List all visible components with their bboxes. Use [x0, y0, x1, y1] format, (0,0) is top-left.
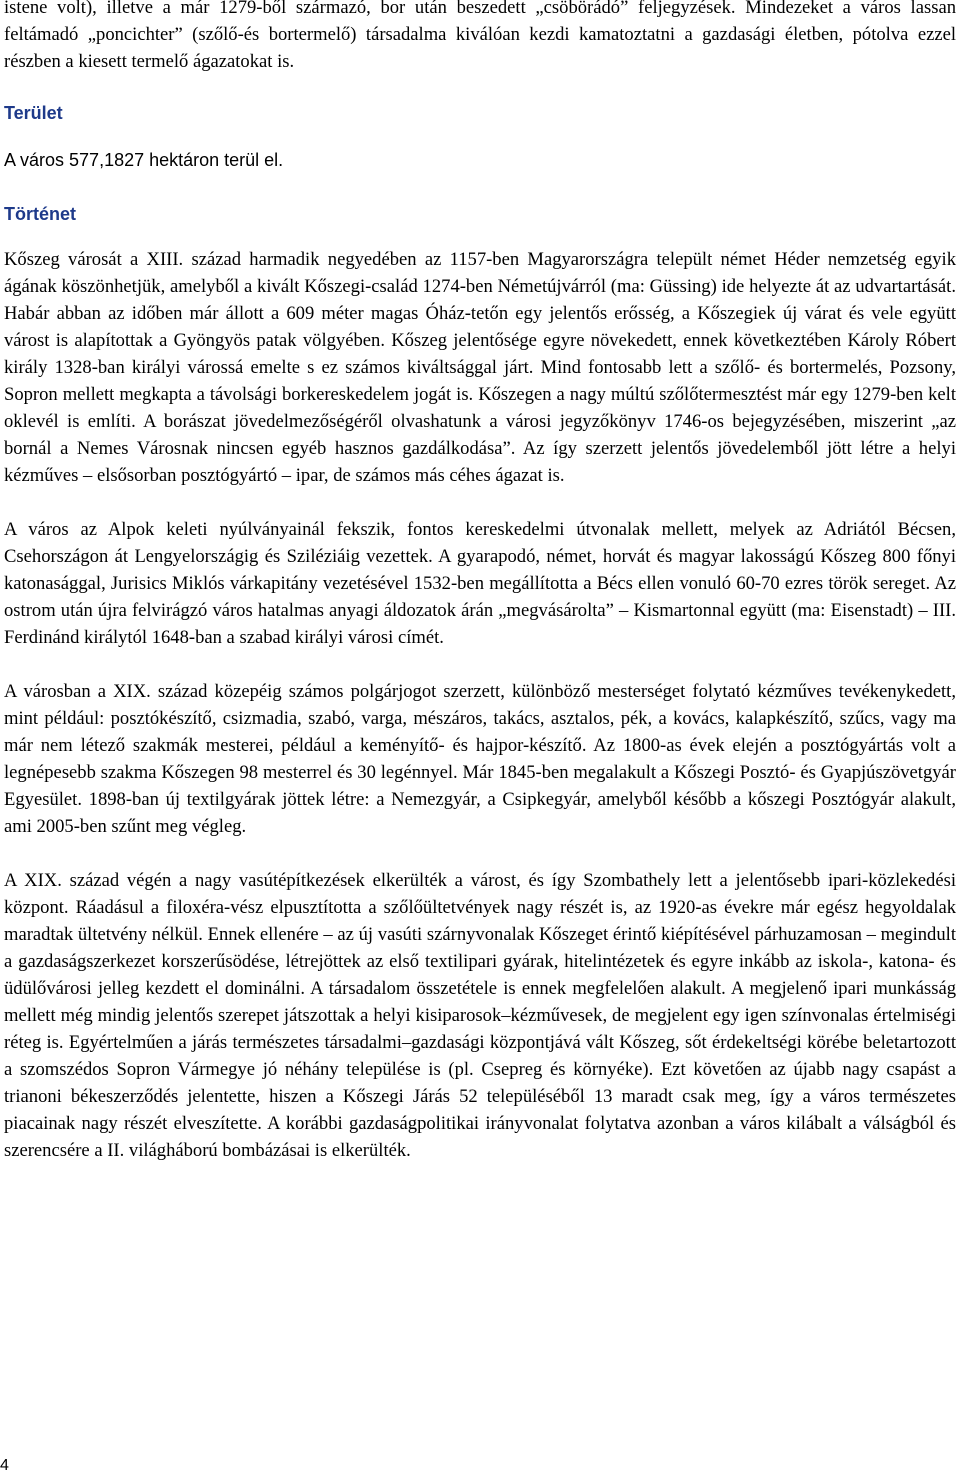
tortenet-paragraph-4: A XIX. század végén a nagy vasútépítkezések elkerülték a várost, és így Szombathely lett a jelentősebb ipari-közlekedési központ. Ráadásul a filoxéra-vész elpusztította a szőlőültetvények nagy részét is, az 1920-as évekre már egész hegyoldalak maradtak ültetvény nélkül. Ennek ellenére – az új vasúti szárnyvonalak Kőszeget érintő kiépítésével párhuzamosan – megindult a gazdaságszerkezet korszerűsödése, létrejöttek az első textilipari gyárak, hitelintézetek és egyre inkább az iskola-, katona- és üdülővárosi jelleg kezdett el dominálni. A társadalom összetétele is ennek megfelelően alakult. A megjelenő ipari munkásság mellett még mindig jelentős szerepet játszottak a helyi kisiparosok–kézművesek, de megjelent egy igen színvonalas értelmiségi réteg is. Egyértelműen a járás természetes társadalmi–gazdasági központjává vált Kőszeg, sőt érdekeltségi körébe beletartozott a szomszédos Sopron Vármegye jó néhány települése is (pl. Csepreg és környéke). Ezt követően az újabb nagy csapást a trianoni békeszerződés jelentette, hiszen a Kőszegi Járás 52 településéből 13 maradt csak meg, így a város természetes piacainak nagy részét elveszítette. A korábbi gazdaságpolitikai irányvonalat folytatva azonban a város kilábalt a válságból és szerencsére a II. világháború bombázásai is elkerülték.	[4, 870, 956, 1161]
intro-paragraph: istene volt), illetve a már 1279-ből származó, bor után beszedett „csöbörádó” feljegyzések. Mindezeket a város lassan feltámadó „poncichter” (szőlő-és bortermelő) társadalma kiválóan kezdi kamatoztatni a gazdasági életben, pótolva ezzel részben a kiesett termelő ágazatokat is.	[4, 0, 956, 72]
terulet-text: A város 577,1827 hektáron terül el.	[4, 150, 284, 170]
heading-terulet: Terület	[4, 103, 63, 123]
page-number: 4	[0, 1457, 9, 1474]
tortenet-paragraph-1: Kőszeg városát a XIII. század harmadik negyedében az 1157-ben Magyarországra települt német Héder nemzetség egyik ágának köszönhetjük, amelyből a kivált Kőszegi-család 1274-ben Németújvárról (ma: Güssing) ide helyezte át az udvartartását. Habár abban az időben már állott a 609 méter magas Óház-tetőn egy jelentős erősség, a Kőszegiek új várat és vele együtt várost is alapítottak a Gyöngyös patak völgyében. Kőszeg jelentősége egyre növekedett, ennek következtében Károly Róbert király 1328-ban királyi várossá emelte s ez számos kiváltsággal járt. Mind fontosabb lett a szőlő- és bortermelés, Pozsony, Sopron mellett megkapta a távolsági borkereskedelem jogát is. Kőszegen a nagy múltú szőlőtermesztést már egy 1279-ben kelt oklevél is említi. A borászat jövedelmezőségéről olvashatunk a városi jegyzőkönyv 1746-os bejegyzésében, miszerint „az bornál a Nemes Városnak nincsen egyéb hasznos gazdálkodása”. Az így szerzett jelentős jövedelemből jött létre a helyi kézműves – elsősorban posztógyártó – ipar, de számos más céhes ágazat is.	[4, 249, 956, 486]
document-page	[4, 0, 956, 1164]
tortenet-paragraph-2: A város az Alpok keleti nyúlványainál fekszik, fontos kereskedelmi útvonalak mellett, melyek az Adriától Bécsen, Csehországon át Lengyelországig és Sziléziáig vezettek. A gyarapodó, német, horvát és magyar lakosságú Kőszeg 800 főnyi katonasággal, Jurisics Miklós várkapitány vezetésével 1532-ben megállította a Bécs ellen vonuló 60-70 ezres török sereget. Az ostrom után újra felvirágzó város hatalmas anyagi áldozatok árán „megvásárolta” – Kismartonnal együtt (ma: Eisenstadt) – III. Ferdinánd királytól 1648-ban a szabad királyi városi címét.	[4, 519, 956, 648]
tortenet-paragraph-3: A városban a XIX. század közepéig számos polgárjogot szerzett, különböző mesterséget folytató kézműves tevékenykedett, mint például: posztókészítő, csizmadia, szabó, varga, mészáros, takács, asztalos, pék, a kovács, kalapkészítő, szűcs, vagy ma már nem létező szakmák mesterei, például a keményítő- és hajpor-készítő. Az 1800-as évek elején a posztógyártás volt a legnépesebb szakma Kőszegen 98 mesterrel és 30 legénnyel. Már 1845-ben megalakult a Kőszegi Posztó- és Gyapjúszövetgyár Egyesület. 1898-ban új textilgyárak jöttek létre: a Nemezgyár, a Csipkegyár, amelyből később a kőszegi Posztógyár alakult, ami 2005-ben szűnt meg végleg.	[4, 681, 956, 837]
heading-tortenet: Történet	[4, 204, 76, 224]
